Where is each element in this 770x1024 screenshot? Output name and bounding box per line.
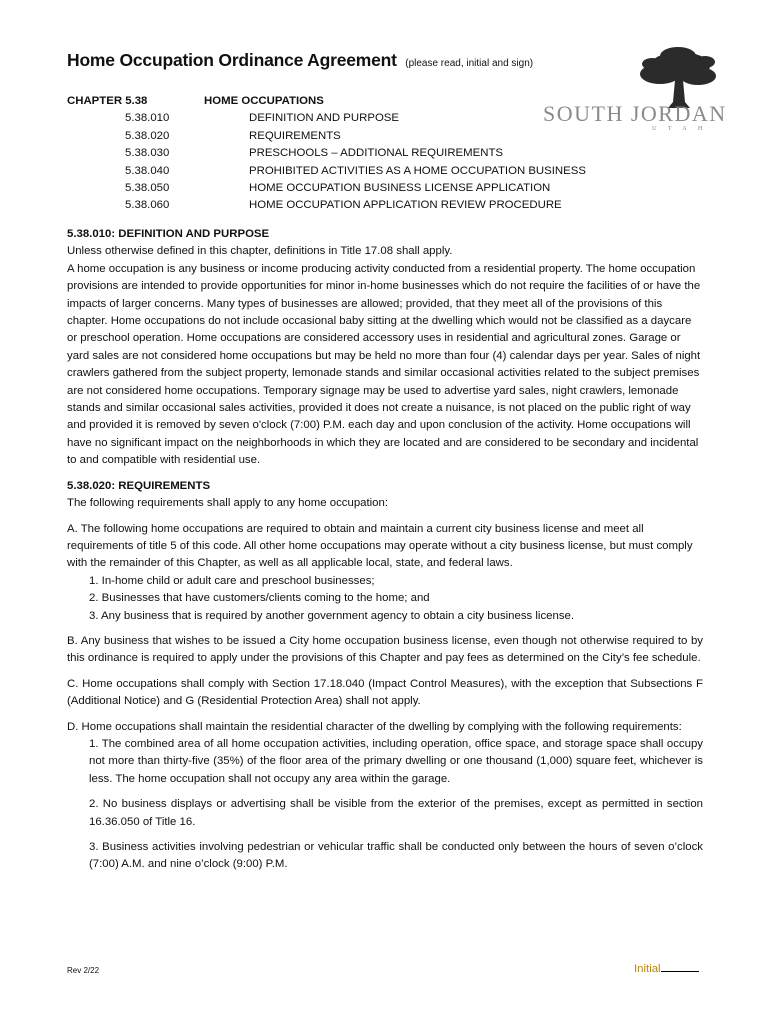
city-logo: [540, 44, 727, 136]
revision-label: Rev 2/22: [67, 966, 100, 975]
requirement-c: C. Home occupations shall comply with Section 17.18.040 (Impact Control Measures), with the exception that Subsections F (Additional Notice) and G (Residential Protection Area) shall not apply.: [67, 677, 703, 708]
toc-text: REQUIREMENTS: [249, 129, 341, 142]
definition-paragraph: Unless otherwise defined in this chapter, definitions in Title 17.08 shall apply.: [67, 245, 453, 258]
initial-label: Initial: [634, 963, 661, 975]
purpose-paragraph: A home occupation is any business or income producing activity conducted from a residential property. The home occupation provisions are intended to provide opportunities for minor in-home businesses which do not require the facilities of or have the impacts of larger concerns. Many types of businesses are allowed; provided, that they meet all of the provisions of this chapter. Home occupations do not include occasional baby sitting at the dwelling which would not be classified as a daycare or preschool operation. Home occupations are considered accessory uses in residential and agricultural zones. Garage or yard sales are not considered home occupations but may be held no more than four (4) calendar days per year. Sales of night crawlers gathered from the subject property, lemonade stands and similar occasional activities related to the subject premises are not considered home occupations. Temporary signage may be used to advertise yard sales, night crawlers, lemonade stands and similar occasional sales activities, provided it does not create a nuisance, is not placed on the public right of way and provided it is removed by seven o'clock (7:00) P.M. each day and upon conclusion of the activity. Home occupations will have no significant impact on the neighborhoods in which they are located and are considered to be secondary and incidental to and compatible with residential use.: [67, 262, 701, 467]
requirement-a-item: 1. In-home child or adult care and preschool businesses;: [89, 574, 375, 587]
toc-number: 5.38.010: [125, 112, 170, 125]
logo-subtitle: UTAH: [652, 125, 714, 132]
initial-field[interactable]: [634, 961, 699, 975]
toc-number: 5.38.030: [125, 147, 170, 160]
initial-line[interactable]: [661, 961, 699, 972]
header: [67, 50, 533, 71]
toc-text: DEFINITION AND PURPOSE: [249, 112, 399, 125]
requirement-d: D. Home occupations shall maintain the residential character of the dwelling by complying with the following requirements:: [67, 720, 682, 733]
requirement-d-item: 2. No business displays or advertising shall be visible from the exterior of the premises, except as permitted in section 16.36.050 of Title 16.: [89, 798, 703, 828]
requirement-d-item: 3. Business activities involving pedestrian or vehicular traffic shall be conducted only between the hours of seven o’clock (7:00) A.M. and nine o’clock (9:00) P.M.: [89, 841, 703, 871]
title-note: (please read, initial and sign): [405, 58, 534, 69]
toc-number: 5.38.060: [125, 199, 170, 212]
chapter-title: HOME OCCUPATIONS: [204, 95, 324, 107]
page-title: Home Occupation Ordinance Agreement: [67, 50, 397, 70]
requirements-intro: The following requirements shall apply to any home occupation:: [67, 497, 389, 510]
toc-text: HOME OCCUPATION BUSINESS LICENSE APPLICATION: [249, 181, 551, 194]
toc-number: 5.38.050: [125, 181, 170, 194]
section-heading-020: 5.38.020: REQUIREMENTS: [67, 479, 211, 492]
chapter-number: CHAPTER 5.38: [67, 95, 148, 107]
document-body: [67, 226, 703, 874]
logo-name: SOUTH JORDAN: [543, 101, 727, 126]
requirement-a-item: 3. Any business that is required by another government agency to obtain a city business license.: [89, 609, 575, 622]
requirement-d-item: 1. The combined area of all home occupation activities, including operation, office space, and storage space shall occupy not more than thirty-five (35%) of the floor area of the primary dwelling or one thousand (1,000) square feet, whichever is less. The home occupation shall not occupy any area within the garage.: [89, 737, 703, 785]
toc-number: 5.38.040: [125, 164, 170, 177]
section-heading-010: 5.38.010: DEFINITION AND PURPOSE: [67, 228, 270, 240]
requirement-a: A. The following home occupations are required to obtain and maintain a current city business license and meet all requirements of title 5 of this code. All other home occupations may operate without a city business license, but must comply with the remainder of this Chapter, as well as all applicable local, state, and federal laws.: [67, 522, 693, 570]
toc-text: PROHIBITED ACTIVITIES AS A HOME OCCUPATION BUSINESS: [249, 164, 586, 177]
requirement-a-item: 2. Businesses that have customers/clients coming to the home; and: [89, 592, 430, 605]
requirement-b: B. Any business that wishes to be issued a City home occupation business license, even though not otherwise required to by this ordinance is required to apply under the provisions of this Chapter and pay fees as determined on the City’s fee schedule.: [67, 634, 703, 665]
toc-number: 5.38.020: [125, 129, 170, 142]
toc-text: PRESCHOOLS – ADDITIONAL REQUIREMENTS: [249, 147, 504, 160]
toc-text: HOME OCCUPATION APPLICATION REVIEW PROCEDURE: [249, 199, 562, 212]
